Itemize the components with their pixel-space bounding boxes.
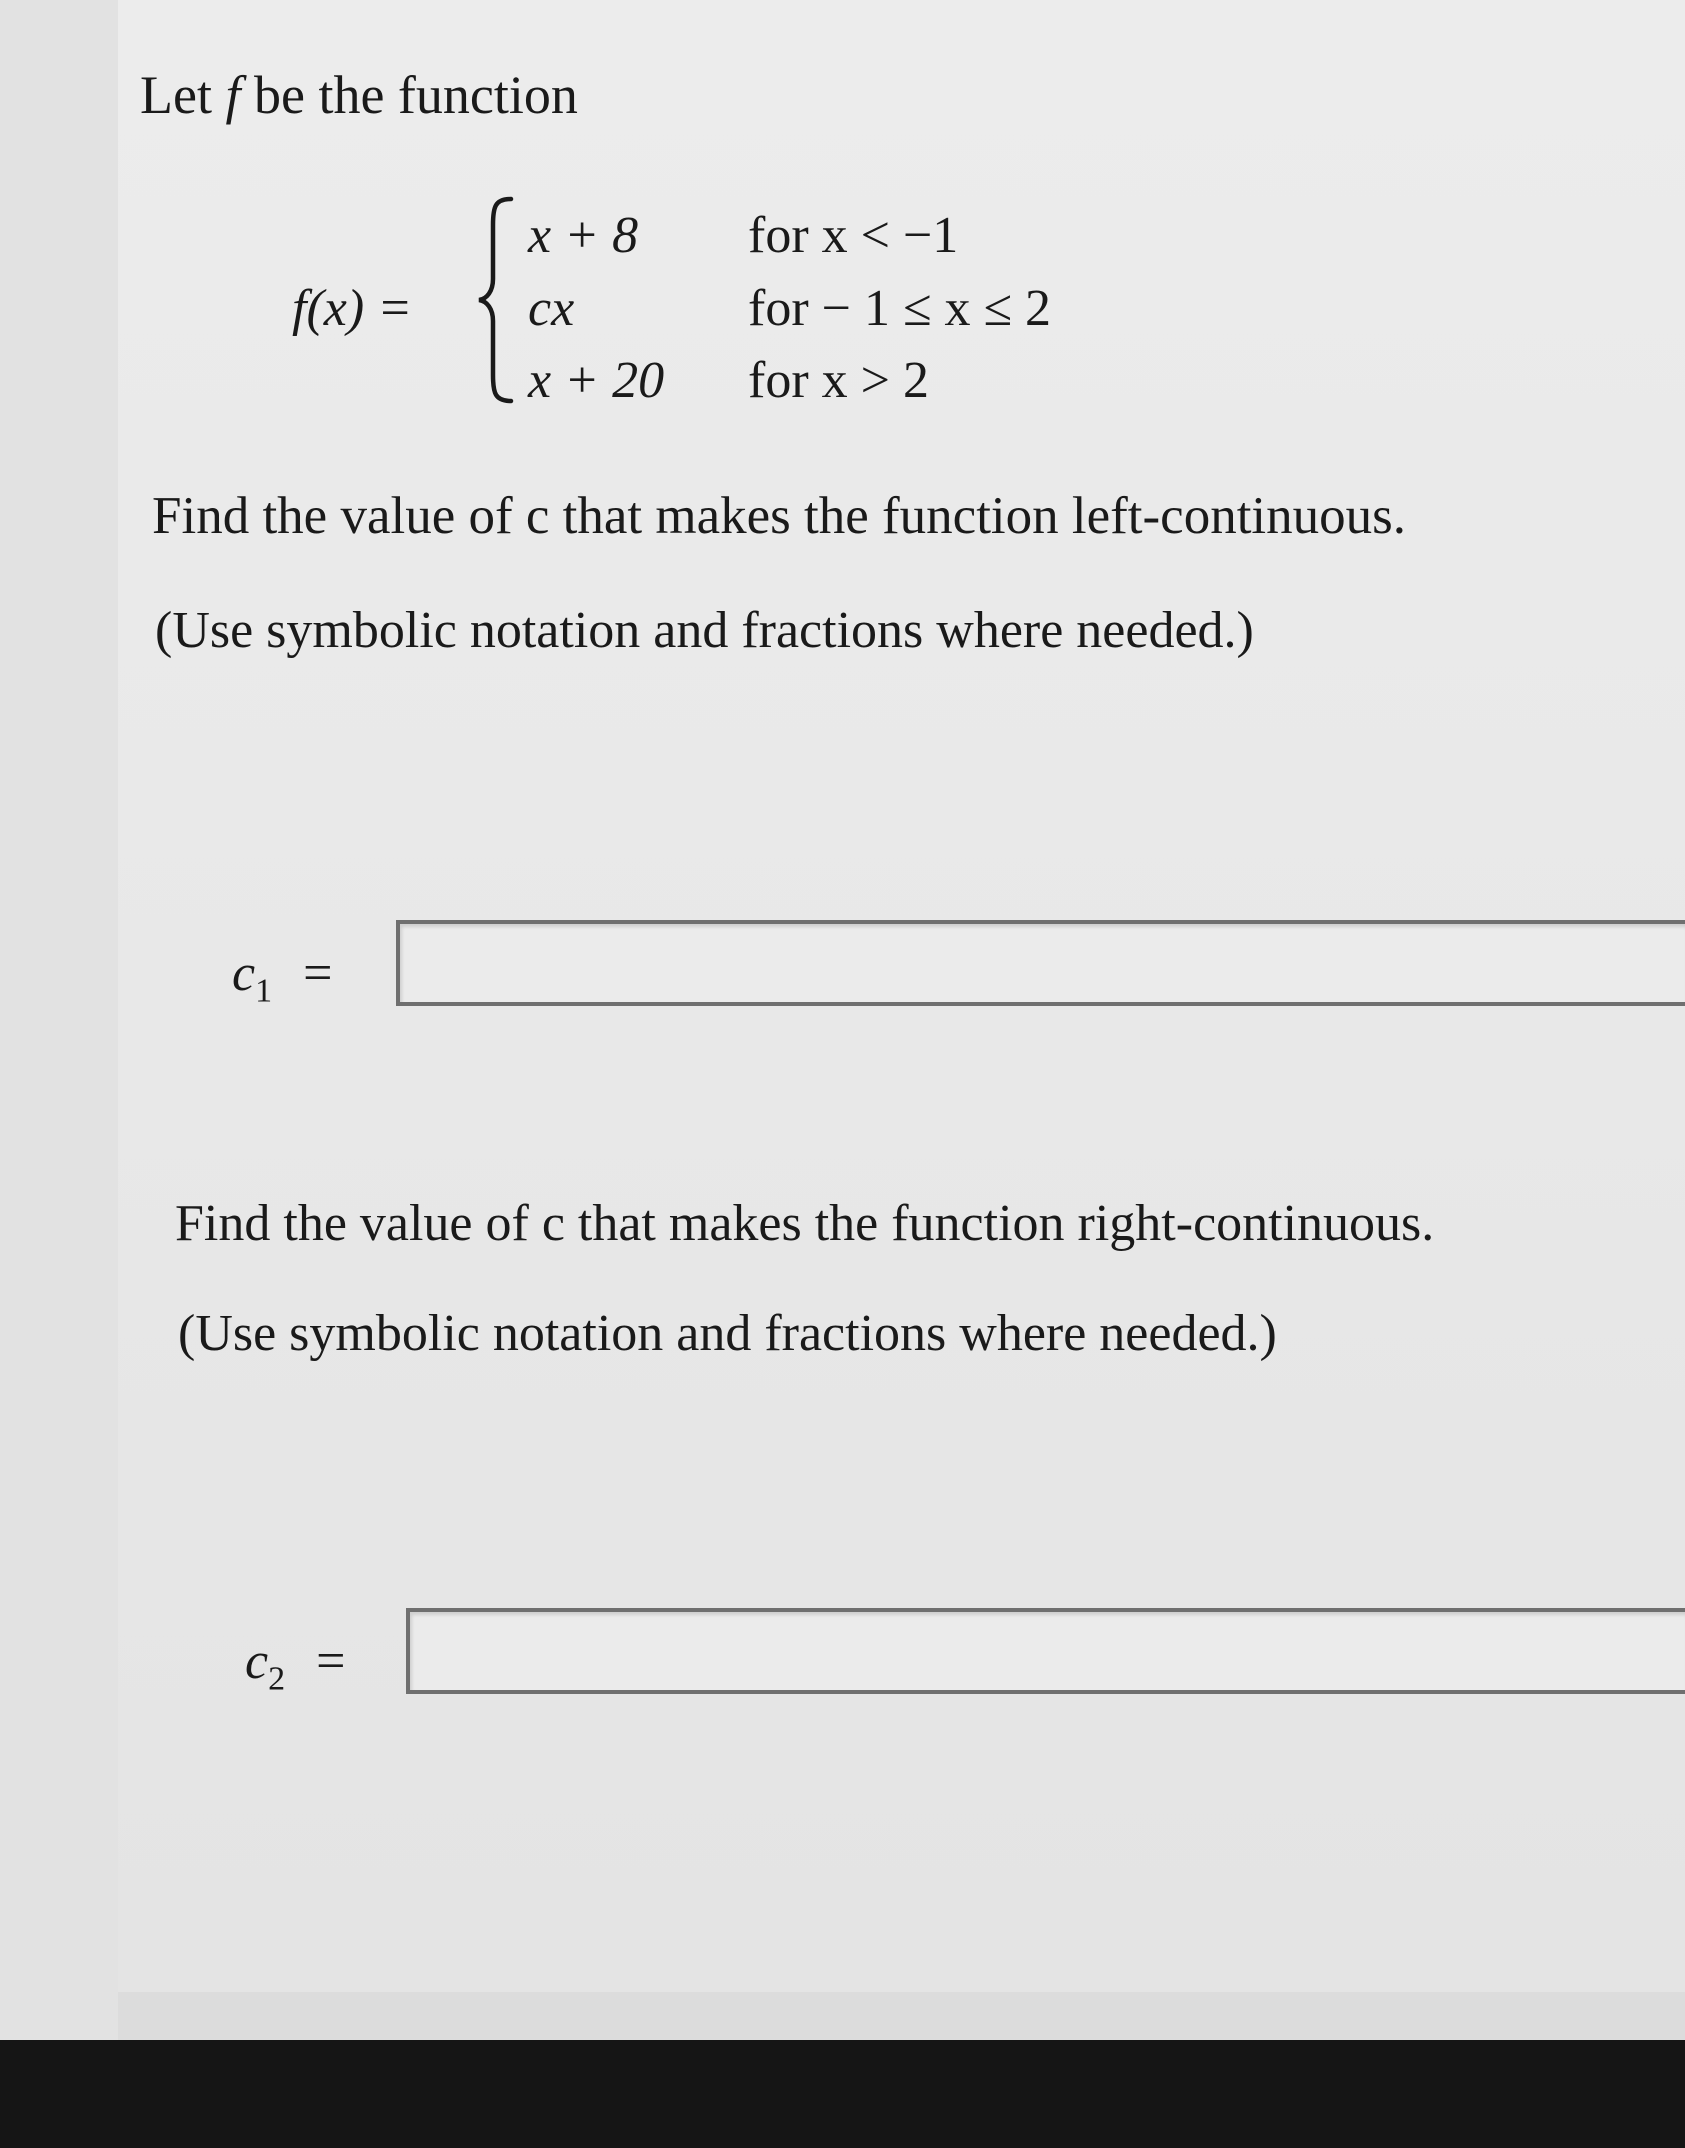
c2-answer-input[interactable] <box>406 1608 1685 1694</box>
question-1-prompt: Find the value of c that makes the function left-continuous. <box>152 487 1407 545</box>
left-margin <box>0 0 118 2040</box>
left-brace-icon <box>475 195 515 405</box>
question-2-hint: (Use symbolic notation and fractions where needed.) <box>178 1305 1277 1362</box>
case-1-expression: x + 8 <box>528 207 639 264</box>
intro-prefix: Let <box>140 65 212 125</box>
question-2-prompt: Find the value of c that makes the function right-continuous. <box>175 1195 1435 1252</box>
c1-equals: = <box>303 945 333 1002</box>
case-3-expression: x + 20 <box>528 352 665 409</box>
c2-label <box>245 1633 346 1698</box>
monitor-bezel <box>0 2040 1685 2148</box>
c1-answer-input[interactable] <box>396 920 1685 1006</box>
function-lhs <box>292 280 413 337</box>
c2-equals: = <box>316 1633 346 1690</box>
c1-label <box>232 945 333 1010</box>
case-2-condition: for − 1 ≤ x ≤ 2 <box>748 280 1052 337</box>
intro-symbol: f <box>225 65 241 125</box>
question-1-hint: (Use symbolic notation and fractions where needed.) <box>155 602 1254 659</box>
c2-subscript: 2 <box>268 1660 286 1698</box>
intro-suffix: be the function <box>253 65 578 125</box>
c1-symbol: c <box>232 945 256 1002</box>
case-2-expression: cx <box>528 280 575 337</box>
c1-subscript: 1 <box>255 972 273 1010</box>
case-1-condition: for x < −1 <box>748 207 959 264</box>
c2-symbol: c <box>245 1633 269 1690</box>
function-lhs-text: f(x) = <box>292 280 413 337</box>
intro-text <box>140 65 578 125</box>
case-3-condition: for x > 2 <box>748 352 929 409</box>
